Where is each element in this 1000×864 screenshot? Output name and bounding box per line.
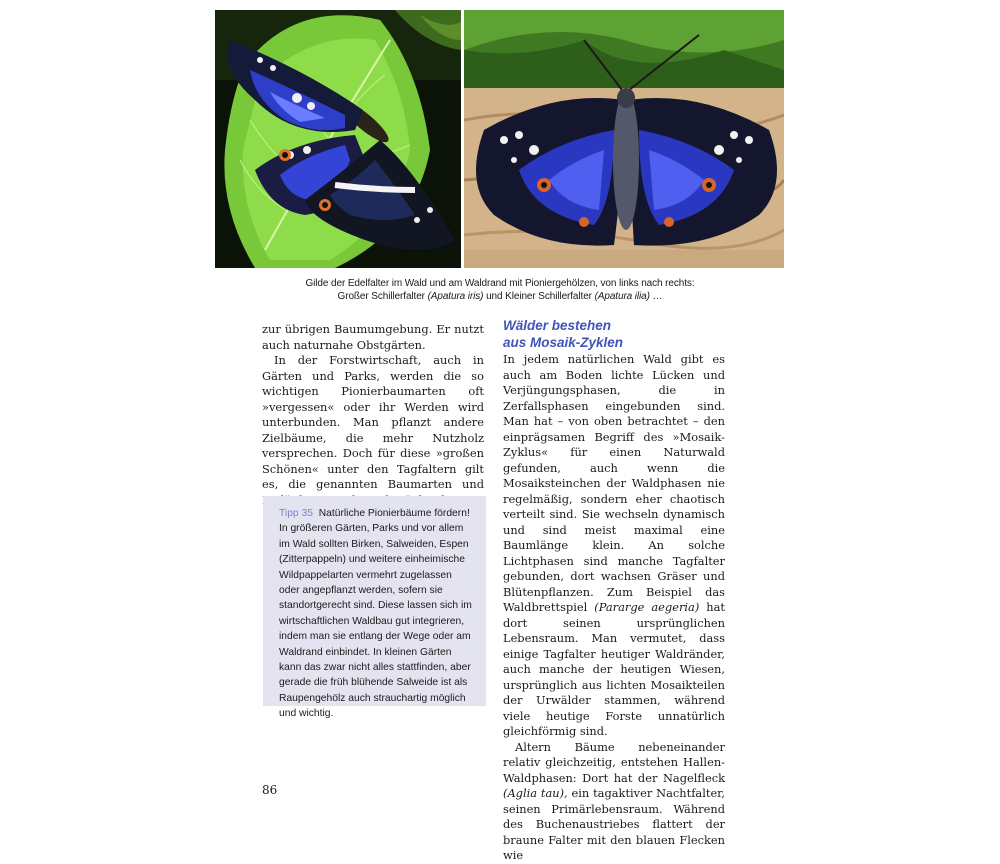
body-text: Altern Bäume nebeneinander relativ gleichzeitig, entstehen Hallen-Waldphasen: Dort hat der Nagelfleck [503,739,725,785]
figure-caption [300,277,700,303]
tip-label: Tipp 35 [279,508,313,519]
left-column [262,322,484,508]
caption-species: (Apatura iris) [427,291,484,302]
body-text: ein tagaktiver Nachtfalter, seinen Primärlebensraum. Während des Buchenaustriebes flattert der braune Falter mit den blauen Flecken wie [503,786,725,862]
body-paragraph [503,352,725,740]
body-paragraph [503,740,725,864]
photo-apatura-iris [215,10,461,268]
body-paragraph: zur übrigen Baumumgebung. Er nutzt auch naturnahe Obstgärten. [262,322,484,352]
caption-line-1: Gilde der Edelfalter im Wald und am Waldrand mit Pioniergehölzen, von links nach rechts: [305,278,695,289]
section-heading-line-2: aus Mosaik-Zyklen [503,335,624,350]
caption-ellipsis: … [649,291,663,302]
right-column [503,352,725,864]
caption-species: (Apatura ilia) [594,291,650,302]
species-name: (Aglia tau), [503,786,568,800]
section-heading [503,317,723,351]
section-heading-line-1: Wälder bestehen [503,318,612,333]
caption-text: Großer Schillerfalter [337,291,428,302]
body-text: hat dort seinen ursprünglichen Lebensraum. Man vermutet, dass einige Tagfalter heutiger Waldränder, auch manche der heutigen Wiesen, ursprünglich aus lichten Mosaikteilen der Urwälder stammen, während viele heutige Forste unnatürlich gleichförmig sind. [503,600,726,738]
tip-box [263,496,486,720]
body-text: In jedem natürlichen Wald gibt es auch am Boden lichte Lücken und Verjüngungsphasen, die in Zerfallsphasen eingebunden sind. Man hat – von oben betrachtet – den einprägsamen Begriff des »Mosaik-Zyklus« für einen Naturwald gefunden, auch wenn die Mosaiksteinchen der Waldphasen nie regelmäßig, sondern eher chaotisch verteilt sind. Sie wechseln dynamisch und sind meist maximal eine Baumlänge klein. An solche Lichtphasen sind manche Tagfalter gebunden, dort wachsen Gräser und Blütenpflanzen. Zum Beispiel das Waldbrettspiel [503,352,725,614]
caption-text: und Kleiner Schillerfalter [483,291,595,302]
species-name: (Pararge aegeria) [594,600,700,614]
page-number: 86 [262,783,278,797]
tip-text: Natürliche Pionierbäume fördern! In größeren Gärten, Parks und vor allem im Wald sollten Birken, Salweiden, Espen (Zitterpappeln) und weitere einheimische Wildpappelarten vermehrt zugelassen oder angepflanzt werden, sofern sie standortgerecht sind. Diese lassen sich im wirtschaftlichen Waldbau gut integrieren, indem man sie entlang der Wege oder am Waldrand einbindet. In kleinen Gärten kann das zwar nicht alles stattfinden, aber gerade die früh blühende Salweide ist als Raupengehölz auch strauchartig möglich und wichtig. [279,508,472,720]
photo-apatura-ilia [464,10,784,268]
caption-line-2 [300,290,700,303]
body-paragraph: In der Forstwirtschaft, auch in Gärten und Parks, werden die so wichtigen Pionierbaumarten oft »vergessen« oder ihr Werden wird unterbunden. Man pflanzt andere Zielbäume, die mehr Nutzholz versprechen. Doch für diese »großen Schönen« unter den Tagfaltern gilt es, die genannten Baumarten und [262,353,484,491]
